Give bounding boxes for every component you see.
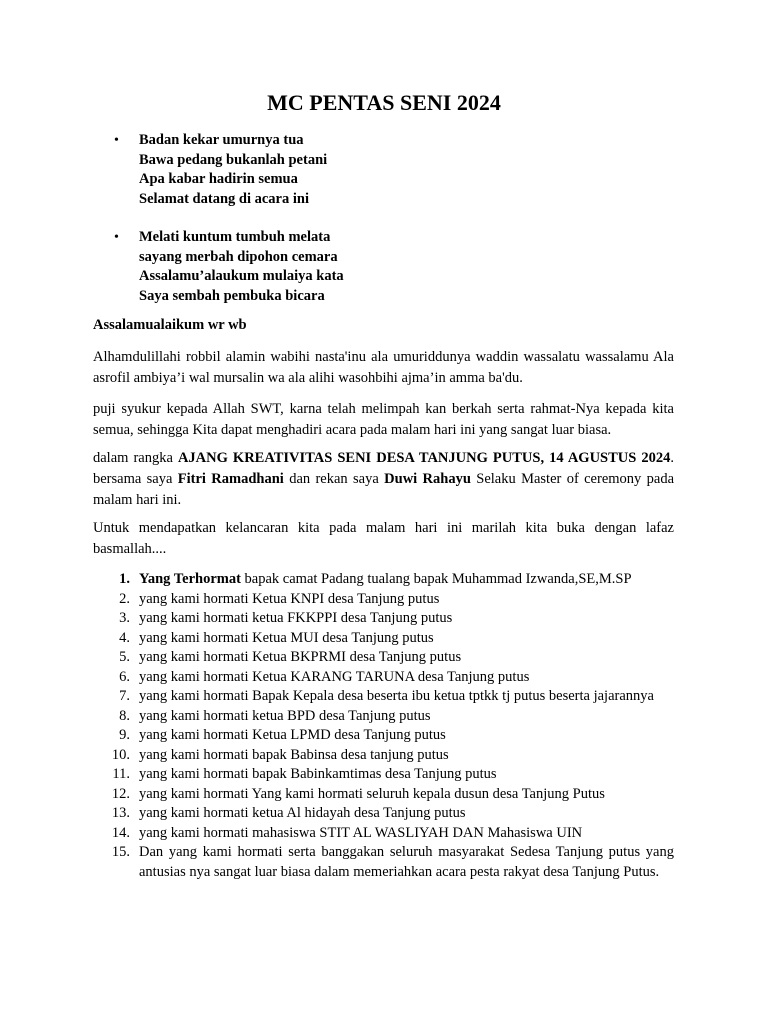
list-item-text: yang kami hormati Ketua BKPRMI desa Tanjung putus: [139, 649, 462, 665]
event-name: AJANG KREATIVITAS SENI DESA TANJUNG PUTUS, 14 AGUSTUS 2024: [177, 450, 671, 466]
list-item: [93, 707, 674, 727]
list-item-text: yang kami hormati Ketua KARANG TARUNA desa Tanjung putus: [139, 668, 530, 685]
paragraph-event-intro: [93, 448, 674, 511]
list-item: [93, 765, 674, 785]
pantun-line: sayang merbah dipohon cemara: [139, 248, 338, 265]
honorifics-list: [93, 570, 674, 882]
list-number: 15.: [111, 844, 130, 860]
pantun-stanza: [139, 131, 327, 209]
pantun-line: Badan kekar umurnya tua: [139, 132, 304, 148]
list-item-text: yang kami hormati bapak Babinkamtimas desa Tanjung putus: [139, 766, 497, 782]
list-item: [93, 687, 674, 707]
event-intro-text: Selaku Master of ceremony pada malam hari ini.: [93, 471, 675, 508]
list-item: [93, 746, 674, 766]
list-number: 9.: [119, 727, 130, 743]
event-intro-text: dalam rangka: [93, 450, 178, 466]
list-item-text: yang kami hormati ketua BPD desa Tanjung putus: [139, 707, 431, 724]
bullet-icon: •: [114, 133, 119, 148]
list-item-text: yang kami hormati Yang kami hormati seluruh kepala dusun desa Tanjung Putus: [139, 785, 605, 802]
list-number: 11.: [112, 766, 130, 782]
list-item: [93, 609, 674, 629]
list-item-text: yang kami hormati Bapak Kepala desa beserta ibu ketua tptkk tj putus beserta jajarannya: [139, 688, 654, 704]
list-item: [93, 843, 674, 882]
list-number: 2.: [119, 590, 130, 607]
paragraph-hamdalah: Alhamdulillahi robbil alamin wabihi nasta'inu ala umuriddunya waddin wassalatu wassalamu Ala asrofil ambiya’i wal mursalin wa ala alihi wasohbihi ajma’in amma ba'du.: [93, 349, 674, 386]
list-number: 4.: [119, 629, 130, 646]
list-item: [93, 668, 674, 688]
list-item: [93, 648, 674, 668]
list-number: 7.: [119, 688, 130, 704]
list-item-lead: Yang Terhormat: [139, 571, 241, 587]
list-item-text: yang kami hormati Ketua LPMD desa Tanjung putus: [139, 727, 446, 743]
list-number: 3.: [119, 610, 130, 626]
list-item-text: yang kami hormati bapak Babinsa desa tanjung putus: [139, 746, 449, 763]
list-item: [93, 785, 674, 805]
mc-name-1: Fitri Ramadhani: [177, 471, 284, 487]
event-intro-text: dan rekan saya: [283, 471, 385, 487]
paragraph-basmallah: Untuk mendapatkan kelancaran kita pada malam hari ini marilah kita buka dengan lafaz basmallah....: [93, 520, 674, 557]
list-item-text: Dan yang kami hormati serta banggakan seluruh masyarakat Sedesa Tanjung putus yang antusias nya sangat luar biasa dalam memeriahkan acara pesta rakyat desa Tanjung Putus.: [139, 844, 674, 880]
pantun-line: Selamat datang di acara ini: [139, 190, 309, 207]
list-item-text: yang kami hormati ketua Al hidayah desa Tanjung putus: [139, 805, 466, 821]
list-item: [93, 824, 674, 844]
list-number: 6.: [119, 668, 130, 685]
paragraph-gratitude: puji syukur kepada Allah SWT, karna telah melimpah kan berkah serta rahmat-Nya kepada kita semua, sehingga Kita dapat menghadiri acara pada malam hari ini yang sangat luar biasa.: [93, 401, 674, 438]
list-item-text: yang kami hormati mahasiswa STIT AL WASLIYAH DAN Mahasiswa UIN: [139, 824, 583, 841]
page-title: MC PENTAS SENI 2024: [267, 90, 501, 115]
pantun-line: Apa kabar hadirin semua: [139, 171, 298, 187]
list-item-text: yang kami hormati ketua FKKPPI desa Tanjung putus: [139, 610, 453, 626]
list-item: [93, 629, 674, 649]
list-item: [93, 590, 674, 610]
list-item: [93, 570, 674, 590]
pantun-line: Saya sembah pembuka bicara: [139, 287, 325, 304]
mc-name-2: Duwi Rahayu: [384, 471, 471, 487]
list-number: 13.: [111, 805, 130, 821]
list-item: [93, 726, 674, 746]
opening-greeting: Assalamualaikum wr wb: [93, 317, 247, 333]
pantun-line: Melati kuntum tumbuh melata: [139, 229, 331, 245]
list-item-text: bapak camat Padang tualang bapak Muhammad Izwanda,SE,M.SP: [240, 571, 632, 587]
pantun-line: Assalamu’alaukum mulaiya kata: [139, 268, 344, 284]
bullet-icon: •: [114, 230, 119, 245]
list-number: 14.: [111, 824, 130, 841]
list-item-text: yang kami hormati Ketua MUI desa Tanjung putus: [139, 629, 434, 646]
list-item: [93, 804, 674, 824]
pantun-line: Bawa pedang bukanlah petani: [139, 151, 328, 168]
list-item-text: yang kami hormati Ketua KNPI desa Tanjung putus: [139, 590, 440, 607]
event-intro-text: . bersama saya: [93, 450, 674, 487]
list-number: 10.: [111, 746, 130, 763]
list-number: 1.: [119, 571, 130, 587]
list-number: 5.: [119, 649, 130, 665]
pantun-stanza: [139, 228, 344, 306]
list-number: 12.: [111, 785, 130, 802]
list-number: 8.: [119, 707, 130, 724]
